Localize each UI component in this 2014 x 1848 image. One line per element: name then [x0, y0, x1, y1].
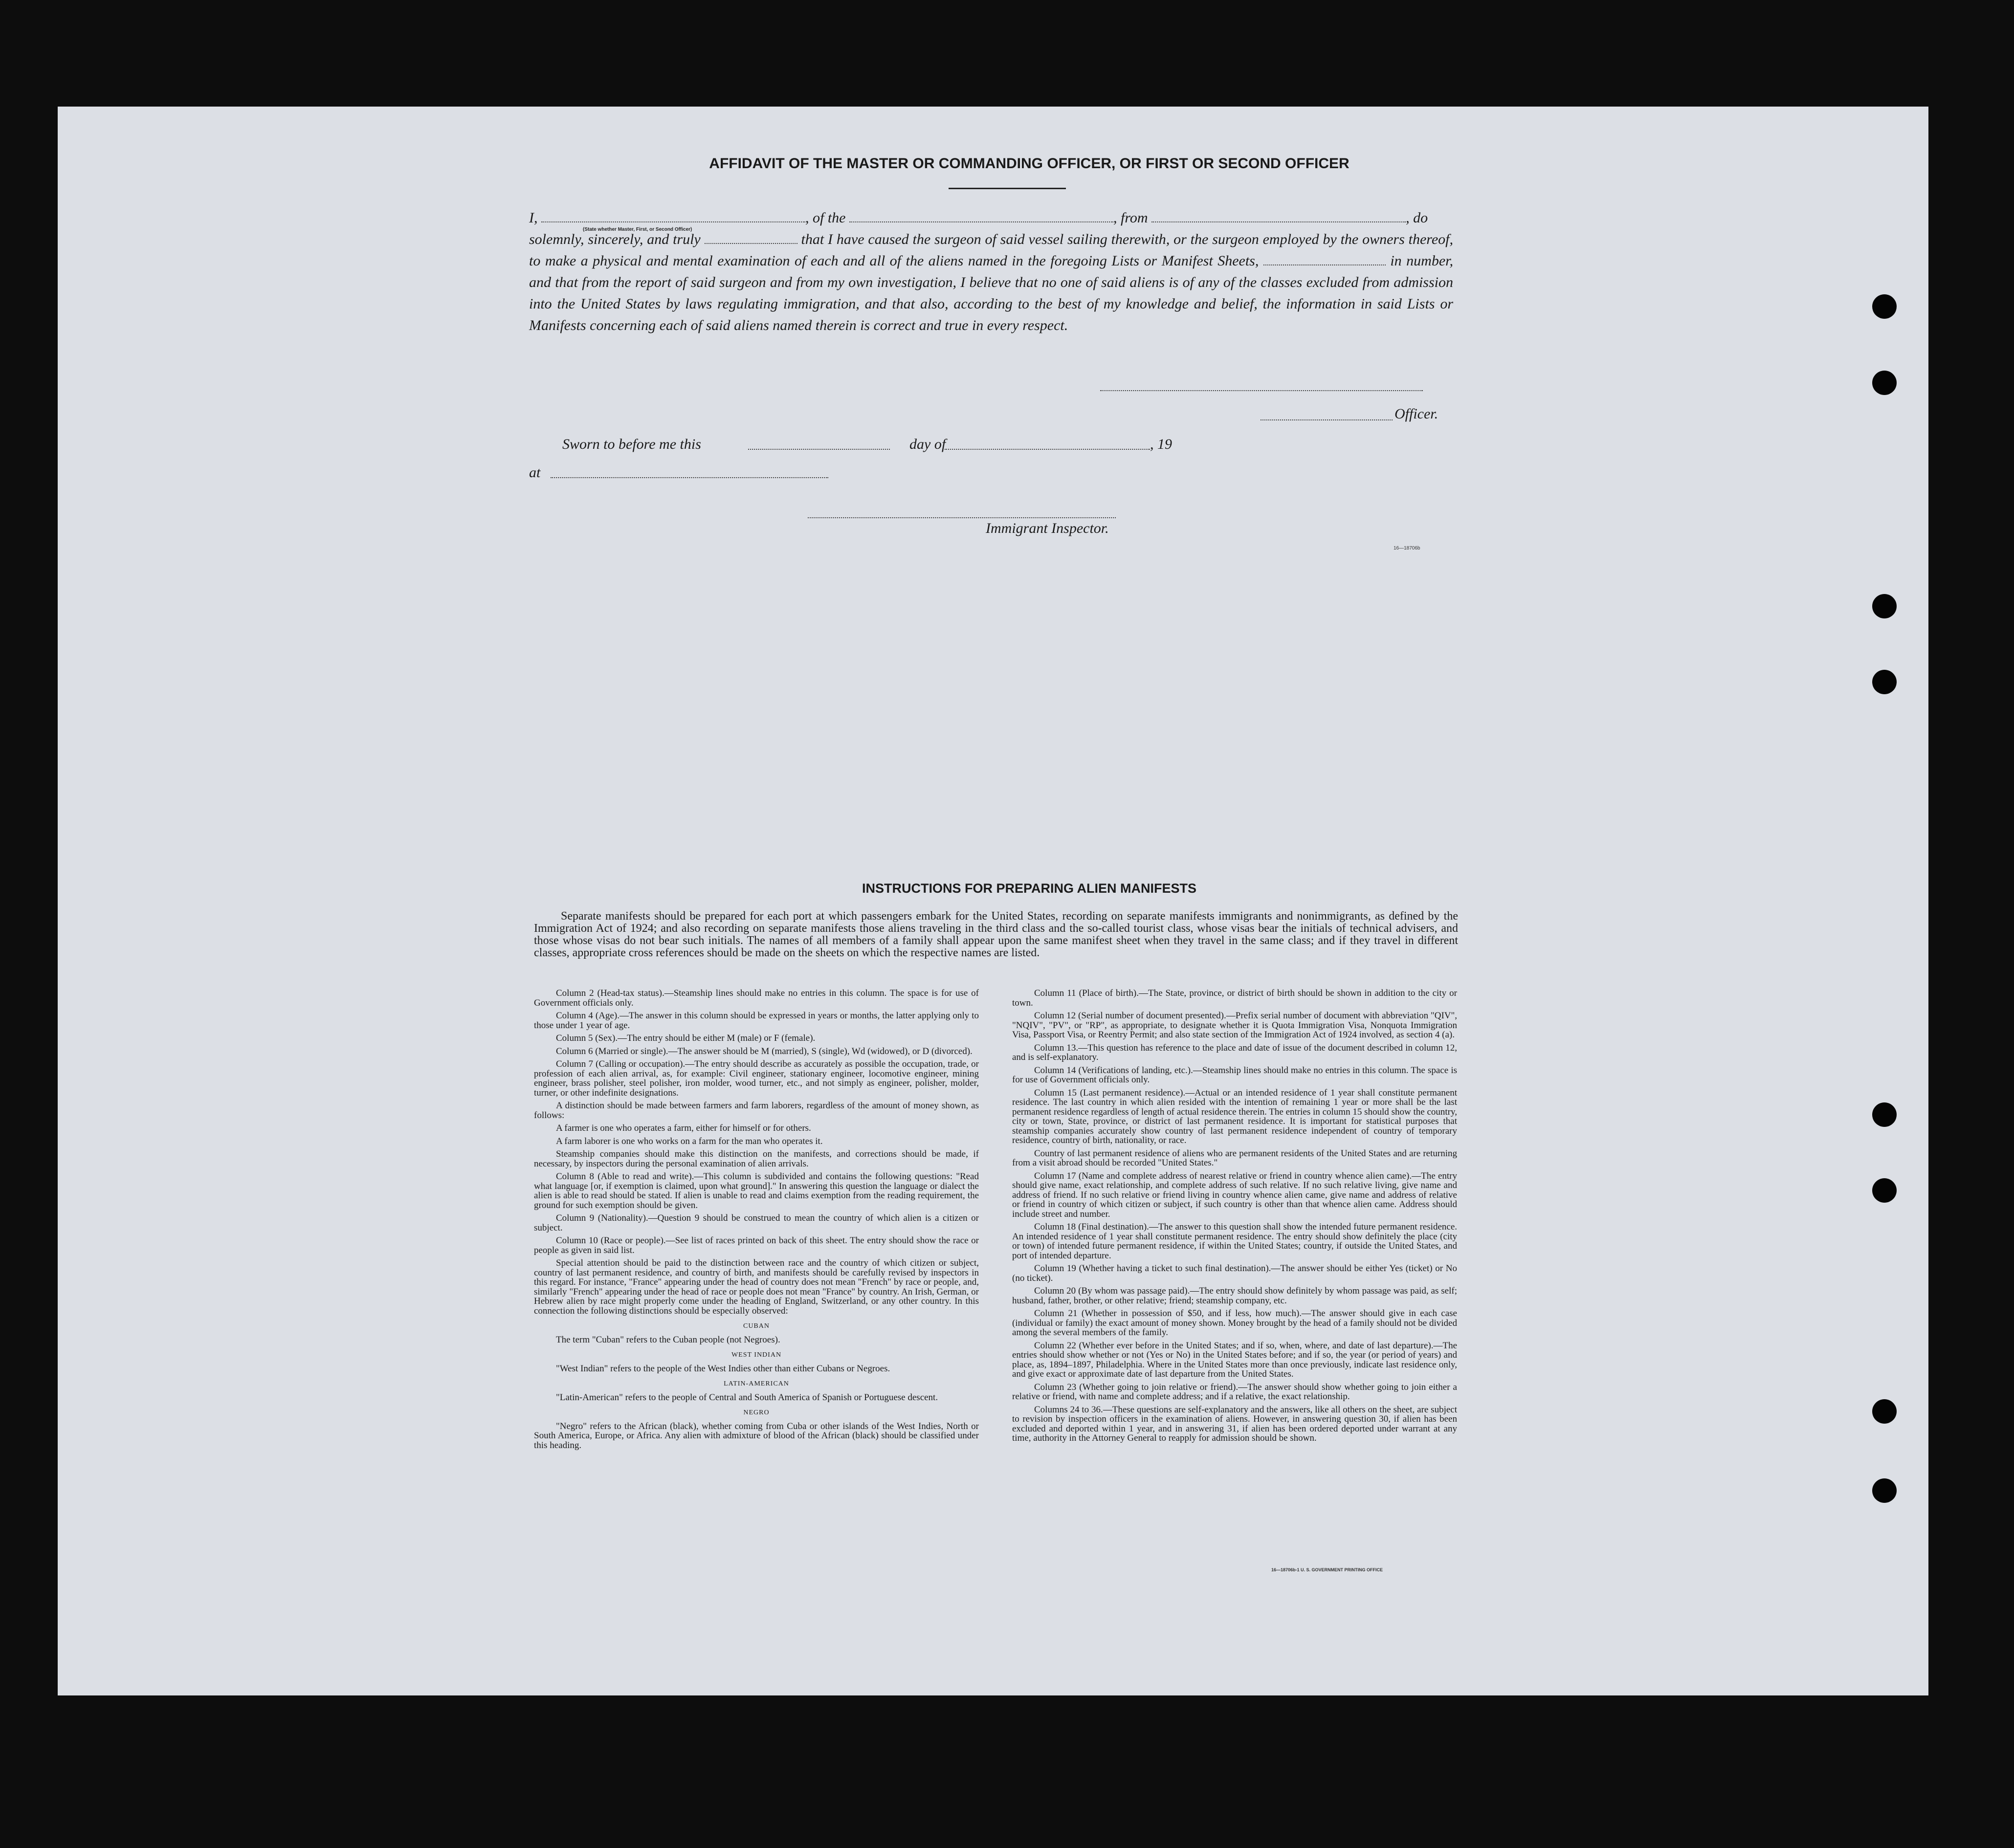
sworn-place-field[interactable] — [551, 477, 828, 478]
instruction-paragraph: Column 2 (Head-tax status).—Steamship lines should make no entries in this column. The space is for use of Government officials only. — [534, 988, 979, 1008]
instruction-paragraph: Column 22 (Whether ever before in the United States; and if so, when, where, and date of last departure).—The entries should show whether or not (Yes or No) in the United States before; and if so, the year (or period of years) and place, as, 1894–1897, Philadelphia. Where in the United States more than once previously, indicate last residence only, and give exact or approximate date of last departure from the United States. — [1012, 1340, 1457, 1379]
officer-title-line[interactable] — [1261, 419, 1393, 420]
port-field[interactable] — [1151, 210, 1406, 222]
binder-hole — [1872, 1478, 1897, 1503]
day-of-label: day of — [909, 436, 946, 452]
instruction-paragraph: Column 5 (Sex).—The entry should be either M (male) or F (female). — [556, 1033, 816, 1043]
heading-negro: NEGRO — [743, 1409, 770, 1416]
affidavit-title: AFFIDAVIT OF THE MASTER OR COMMANDING OFFICER, OR FIRST OR SECOND OFFICER — [709, 155, 1350, 172]
instruction-paragraph: A distinction should be made between farmers and farm laborers, regardless of the amount of money shown, as follows: — [534, 1100, 979, 1121]
instruction-paragraph: Column 12 (Serial number of document presented).—Prefix serial number of document with abbreviation "QIV", "NQIV", "PV", or "RP", as appropriate, to designate whether it is Quota Immigration Visa, Nonquota Immigration Visa, Passport Visa, or Reentry Permit; and also state section of the Immigration Act of 1924 involved, as section 4 (a). — [1012, 1011, 1457, 1040]
sheet-count-field[interactable] — [1263, 253, 1386, 265]
instructions-left-column — [534, 989, 979, 1453]
instruction-paragraph: Column 8 (Able to read and write).—This column is subdivided and contains the following questions: "Read what language [or, if exemption is claimed, upon what ground]." In answering this question the language or dialect the alien is able to read should be stated. If alien is unable to read and claims exemption from the reading requirement, the ground for such exemption should be given. — [534, 1171, 979, 1210]
binder-hole — [1872, 1102, 1897, 1127]
inspector-label: Immigrant Inspector. — [986, 520, 1109, 536]
instruction-paragraph: Column 21 (Whether in possession of $50, and if less, how much).—The answer should give in each case (individual or family) the exact amount of money shown. Money brought by the head of a family should not be divided among the several members of the family. — [1012, 1308, 1457, 1338]
sworn-label: Sworn to before me this — [562, 436, 701, 452]
binder-hole — [1872, 1178, 1897, 1203]
definition-west-indian: "West Indian" refers to the people of the West Indies other than either Cubans or Negroes. — [556, 1363, 890, 1374]
instruction-paragraph: Columns 24 to 36.—These questions are self-explanatory and the answers, like all others on the sheet, are subject to revision by inspection officers in the examination of aliens. However, in answering question 30, if alien has been excluded and deported within 1 year, and in answering 31, if alien has been ordered deported under warrant at any time, authority in the Attorney General to reapply for admission should be shown. — [1012, 1404, 1457, 1443]
manifest-sheet — [58, 107, 1928, 1695]
heading-west-indian: WEST INDIAN — [731, 1351, 782, 1359]
sworn-month-field[interactable] — [945, 449, 1150, 450]
printing-office-code: 16—18706b-1 U. S. GOVERNMENT PRINTING OFFICE — [1271, 1567, 1383, 1572]
swear-affirm-field[interactable] — [705, 231, 797, 244]
instruction-paragraph: A farm laborer is one who works on a farm for the man who operates it. — [556, 1136, 823, 1146]
year-label: , 19 — [1150, 436, 1172, 452]
instruction-paragraph: Column 7 (Calling or occupation).—The entry should describe as accurately as possible the occupation, trade, or profession of each alien arrival, as, for example: Civil engineer, stationary engineer, locomotive engineer, mining engineer, brass polisher, steel polisher, iron molder, wood turner, etc., and not simply as engineer, polisher, molder, turner, or other indefinite designations. — [534, 1059, 979, 1098]
instruction-paragraph: Column 4 (Age).—The answer in this column should be expressed in years or months, the latter applying only to those under 1 year of age. — [534, 1011, 979, 1031]
binder-hole — [1872, 294, 1897, 319]
instruction-paragraph: Column 6 (Married or single).—The answer should be M (married), S (single), Wd (widowed), or D (divorced). — [556, 1046, 973, 1056]
instruction-paragraph: Column 15 (Last permanent residence).—Actual or an intended residence of 1 year shall constitute permanent residence. The last country in which alien resided with the intention of remaining 1 year or more shall be the last permanent residence regardless of length of actual residence therein. The entries in column 15 should show the country, city or town, State, province, or district of last permanent residence. It is important for statistical purposes that steamship companies accurately show country of last permanent residence independent of country of temporary residence, country of birth, nationality, or race. — [1012, 1087, 1457, 1145]
officer-rank-field[interactable] — [541, 210, 805, 222]
affidavit-text-2: that I have caused the surgeon of said vessel sailing therewith, or the surgeon employed by the owners thereof, to make a physical and mental examination of each and all of the aliens named in the foregoing Lists or Manifest Sheets, — [529, 231, 1454, 269]
officer-label: Officer. — [1394, 406, 1439, 422]
instruction-paragraph: Column 20 (By whom was passage paid).—The entry should show definitely by whom passage was paid, as self; husband, father, brother, or other relative; friend; steamship company, etc. — [1012, 1286, 1457, 1306]
inspector-signature-line[interactable] — [808, 517, 1116, 518]
form-number: 16—18706b — [1394, 546, 1420, 551]
instruction-paragraph: Column 19 (Whether having a ticket to such final destination).—The answer should be either Yes (ticket) or No (no ticket). — [1012, 1263, 1457, 1283]
word-i: I, — [529, 210, 538, 226]
title-rule — [949, 188, 1066, 189]
at-label: at — [529, 464, 541, 481]
sworn-day-field[interactable] — [748, 449, 890, 450]
heading-cuban: CUBAN — [743, 1322, 770, 1330]
affidavit-text-1: solemnly, sincerely, and truly — [529, 231, 701, 247]
instructions-intro: Separate manifests should be prepared for each port at which passengers embark for the United States, recording on separate manifests immigrants and nonimmigrants, as defined by the Immigration Act of 1924; and also recording on separate manifests those aliens traveling in the third class and the so-called tourist class, whose visas bear the initials of technical advisers, and those whose visas do not bear such initials. The names of all members of a family shall appear upon the same manifest sheet when they travel in the same class; and if they travel in different classes, appropriate cross references should be made on the sheets on which the respective names are listed. — [534, 910, 1458, 959]
affidavit-text-3: in number, and that from the report of said surgeon and from my own investigation, I believe that no one of said aliens is of any of the classes excluded from admission into the United States by laws regulating immigration, and that also, according to the best of my knowledge and belief, the information in said Lists or Manifests concerning each of said aliens named therein is correct and true in every respect. — [529, 253, 1454, 333]
instruction-paragraph: Column 18 (Final destination).—The answer to this question shall show the intended future permanent residence. An intended residence of 1 year shall constitute permanent residence. The entry should show definitely the place (city or town) of intended future permanent residence, if within the United States; country, if outside the United States, and port of intended departure. — [1012, 1222, 1457, 1261]
binder-hole — [1872, 1399, 1897, 1424]
definition-negro: "Negro" refers to the African (black), whether coming from Cuba or other islands of the West Indies, North or South America, Europe, or Africa. Any alien with admixture of blood of the African (black) should be classified under this heading. — [534, 1421, 979, 1451]
binder-hole — [1872, 371, 1897, 395]
instruction-paragraph: A farmer is one who operates a farm, either for himself or for others. — [556, 1123, 811, 1133]
instruction-paragraph: Column 23 (Whether going to join relative or friend).—The answer should show whether going to join either a relative or friend, with name and complete address; and if a relative, the exact relationship. — [1012, 1382, 1457, 1402]
instruction-paragraph: Column 14 (Verifications of landing, etc.).—Steamship lines should make no entries in this column. The space is for use of Government officials only. — [1012, 1065, 1457, 1085]
affidavit-body — [529, 207, 1453, 336]
instruction-paragraph: Column 11 (Place of birth).—The State, province, or district of birth should be shown in addition to the city or town. — [1012, 988, 1457, 1008]
vessel-name-field[interactable] — [849, 210, 1113, 222]
heading-latin-american: LATIN-AMERICAN — [724, 1380, 789, 1387]
binder-hole — [1872, 594, 1897, 618]
definition-cuban: The term "Cuban" refers to the Cuban people (not Negroes). — [556, 1334, 780, 1345]
officer-signature-line[interactable] — [1100, 390, 1423, 391]
rank-instruction-note: (State whether Master, First, or Second Officer) — [583, 227, 692, 232]
definition-latin-american: "Latin-American" refers to the people of Central and South America of Spanish or Portuguese descent. — [556, 1392, 938, 1403]
instruction-paragraph: Column 9 (Nationality).—Question 9 should be construed to mean the country of which alien is a citizen or subject. — [534, 1213, 979, 1233]
word-do: , do — [1406, 210, 1428, 226]
instruction-paragraph: Column 10 (Race or people).—See list of races printed on back of this sheet. The entry should show the race or people as given in said list. — [534, 1235, 979, 1255]
binder-hole — [1872, 670, 1897, 694]
instruction-paragraph: Column 17 (Name and complete address of nearest relative or friend in country whence alien came).—The entry should give name, exact relationship, and complete address of such relative. If no such relative living, give name and address of friend. If no such relative or friend living in country whence alien came, give name and address of relative or friend in country of which citizen or subject, if such country is other than that whence alien came. Address should include street and number. — [1012, 1170, 1457, 1219]
instruction-paragraph: Steamship companies should make this distinction on the manifests, and corrections should be made, if necessary, by inspectors during the personal examination of alien arrivals. — [534, 1149, 979, 1169]
instruction-paragraph: Country of last permanent residence of aliens who are permanent residents of the United States and are returning from a visit abroad should be recorded "United States." — [1012, 1148, 1457, 1168]
instructions-right-column — [1012, 989, 1457, 1447]
word-from: , from — [1113, 210, 1148, 226]
instruction-paragraph: Special attention should be paid to the distinction between race and the country of which citizen or subject, country of last permanent residence, and country of birth, and manifests should be carefully revised by inspectors in this regard. For instance, "France" appearing under the head of country does not mean "French" by race or people, and, similarly "French" appearing under the head of race or people does not mean "France" by country. An Irish, German, or Hebrew alien by race might properly come under the heading of England, Switzerland, or any other country. In this connection the following distinctions should be especially observed: — [534, 1258, 979, 1316]
instructions-title: INSTRUCTIONS FOR PREPARING ALIEN MANIFESTS — [862, 881, 1197, 896]
instruction-paragraph: Column 13.—This question has reference to the place and date of issue of the document described in column 12, and is self-explanatory. — [1012, 1042, 1457, 1062]
word-of-the: , of the — [805, 210, 846, 226]
